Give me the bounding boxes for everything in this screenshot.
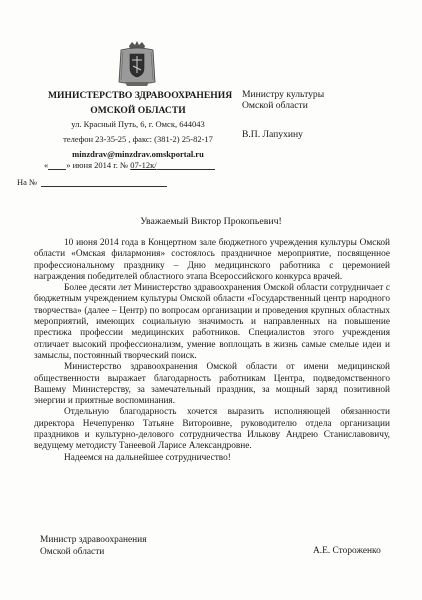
omsk-coat-of-arms-icon	[117, 40, 157, 88]
email-address: minzdrav@minzdrav.omskportal.ru	[72, 149, 204, 159]
salutation: Уважаемый Виктор Прокопьевич!	[140, 216, 282, 227]
addressee-title-line-1: Министру культуры	[242, 89, 325, 100]
body-paragraph: Отдельную благодарность хочется выразить исполняющей обязанности директора Нечепуренко Татьяне Витороивне, руководителю отдела организации праздников и культурно-делового сотрудничества Илькову Андрею Станиславовичу, ведущему методисту Танеевой Ларисе Александровне.	[34, 407, 390, 452]
letter-body	[34, 238, 390, 464]
registration-number: 07-12к/	[130, 160, 157, 170]
signatory-title	[40, 535, 147, 558]
body-paragraph: Более десяти лет Министерство здравоохранения Омской области сотрудничает с бюджетным учреждением культуры Омской области «Государственный центр народного творчества» (далее – Центр) по вопросам организации и проведения крупных областных мероприятий, имеющих социальную значимость и направленных на повышение престижа профессии медицинских работников. Специалистов этого учреждения отличает высокий профессионализм, умение воплощать в жизнь самые смелые идеи и замыслы, постоянный творческий поиск.	[34, 283, 390, 361]
reference-line	[17, 177, 167, 187]
organization-name	[48, 88, 233, 118]
body-paragraph: Надеемся на дальнейшее сотрудничество!	[64, 452, 231, 463]
reference-blank	[41, 186, 167, 187]
addressee-title-line-2: Омской области	[242, 100, 308, 111]
signatory-title-line-1: Министр здравоохранения	[40, 535, 147, 545]
postal-address: ул. Красный Путь, 6, г. Омск, 644043	[71, 119, 205, 129]
registration-line	[44, 160, 215, 170]
date-open-quote: «	[44, 160, 49, 170]
reg-number-blank	[157, 169, 215, 170]
date-month-year: » июня 2014 г. №	[66, 160, 129, 170]
addressee-name: В.П. Лапухину	[242, 129, 303, 140]
addressee-block	[242, 89, 324, 111]
signatory-name: А.Е. Стороженко	[313, 546, 381, 556]
day-blank	[48, 169, 66, 170]
org-name-line-1: МИНИСТЕРСТВО ЗДРАВООХРАНЕНИЯ	[48, 90, 233, 101]
phone-fax: телефон 23-35-25 , факс: (381-2) 25-82-17	[63, 134, 213, 144]
body-paragraph: Министерство здравоохранения Омской области от имени медицинской общественности выражает благодарность работникам Центра, подведомственного Вашему Министерству, за замечательный праздник, за мощный заряд позитивной энергии и приятные воспоминания.	[34, 362, 390, 407]
contact-block	[48, 117, 228, 162]
body-paragraph: 10 июня 2014 года в Концертном зале бюджетного учреждения культуры Омской области «Омская филармония» состоялось праздничное мероприятие, посвященное профессиональному празднику – Дню медицинского работника с церемонией награждения победителей областного этапа Всероссийского конкурса врачей.	[34, 238, 390, 282]
reference-label: На №	[17, 177, 38, 187]
org-name-line-2: ОМСКОЙ ОБЛАСТИ	[90, 105, 186, 116]
signatory-title-line-2: Омской области	[40, 546, 105, 557]
